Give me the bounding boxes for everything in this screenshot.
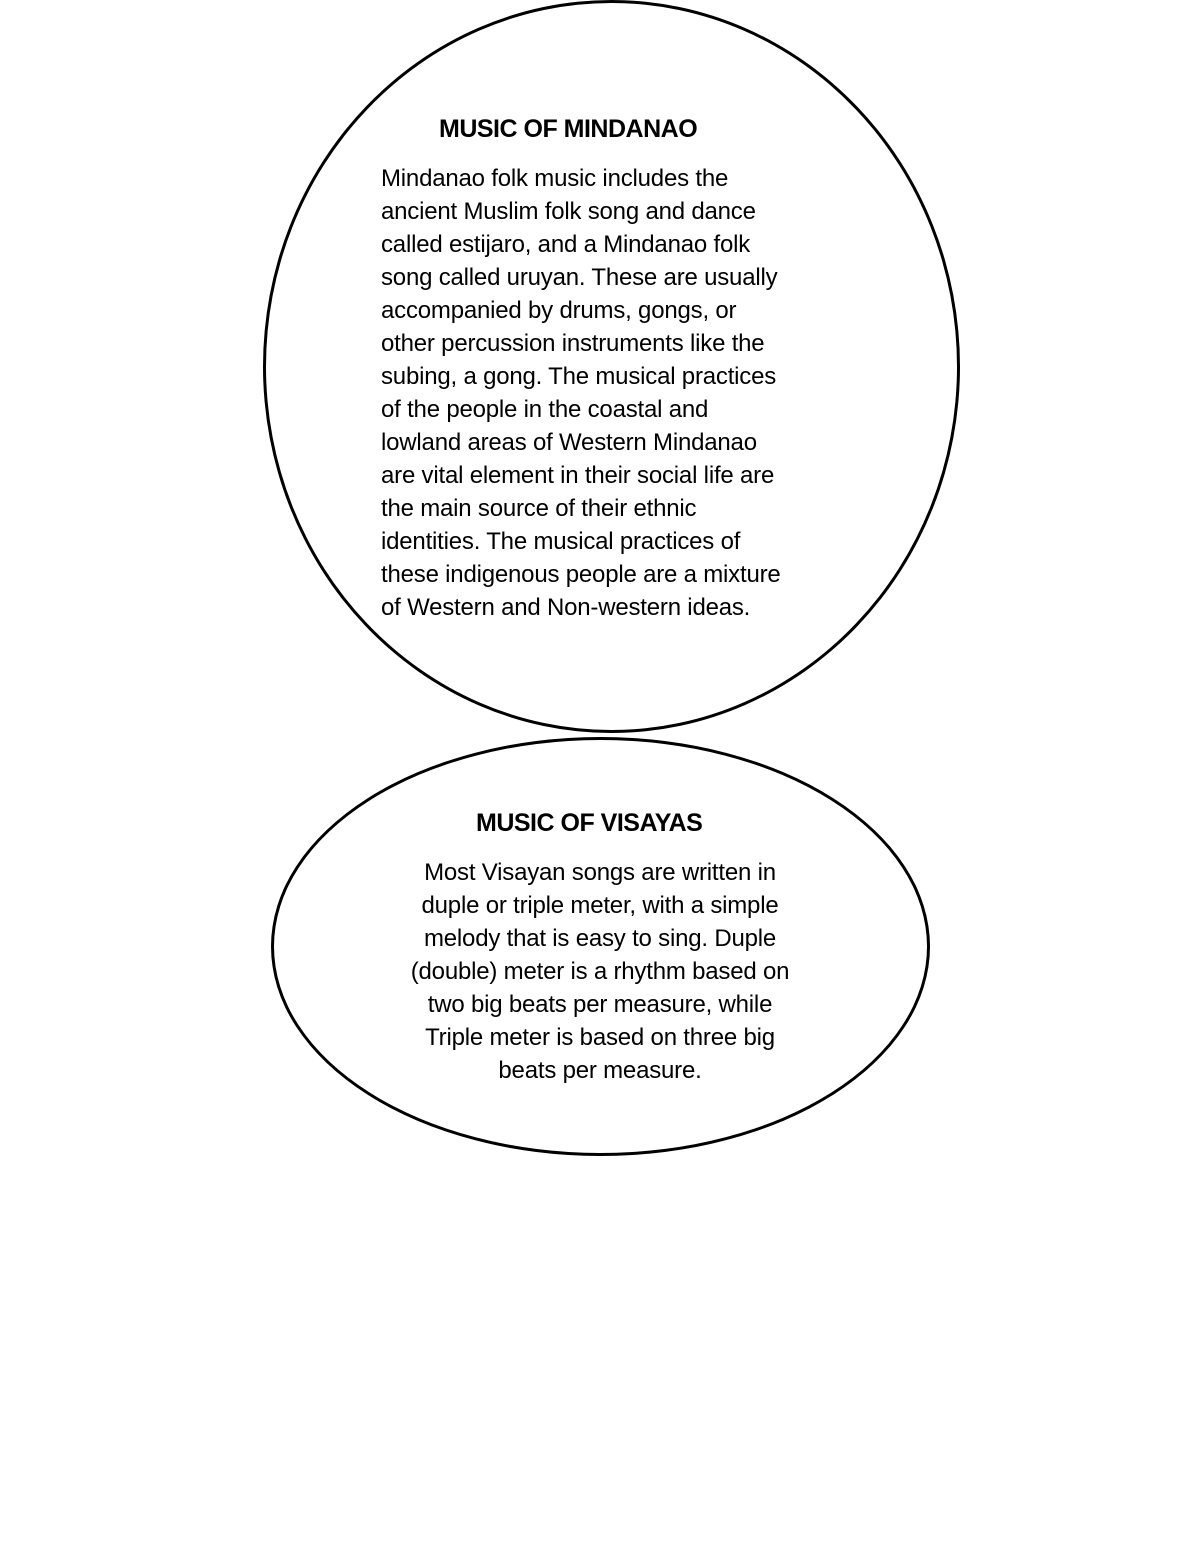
visayas-line: Most Visayan songs are written in	[424, 859, 776, 886]
visayas-line: melody that is easy to sing. Duple	[423, 925, 777, 952]
visayas-line: two big beats per measure, while	[427, 991, 773, 1018]
mindanao-line: song called uruyan. These are usually	[381, 264, 778, 291]
mindanao-paragraph	[381, 162, 851, 624]
mindanao-line: are vital element in their social life are	[381, 462, 775, 489]
mindanao-line: called estijaro, and a Mindanao folk	[381, 231, 751, 258]
mindanao-line: the main source of their ethnic	[381, 495, 697, 522]
mindanao-heading: MUSIC OF MINDANAO	[439, 115, 698, 143]
visayas-paragraph	[380, 856, 820, 1087]
mindanao-line: identities. The musical practices of	[381, 528, 741, 555]
visayas-line: beats per measure.	[498, 1057, 702, 1084]
mindanao-line: of the people in the coastal and	[381, 396, 709, 423]
mindanao-line: Mindanao folk music includes the	[381, 165, 729, 192]
mindanao-line: ancient Muslim folk song and dance	[381, 198, 756, 225]
mindanao-line: other percussion instruments like the	[381, 330, 765, 357]
mindanao-line: lowland areas of Western Mindanao	[381, 429, 757, 456]
visayas-line: (double) meter is a rhythm based on	[410, 958, 790, 985]
visayas-line: Triple meter is based on three big	[425, 1024, 775, 1051]
visayas-heading: MUSIC OF VISAYAS	[476, 809, 703, 837]
mindanao-line: subing, a gong. The musical practices	[381, 363, 777, 390]
visayas-line: duple or triple meter, with a simple	[421, 892, 779, 919]
mindanao-line: of Western and Non-western ideas.	[381, 594, 751, 621]
mindanao-line: these indigenous people are a mixture	[381, 561, 781, 588]
mindanao-line: accompanied by drums, gongs, or	[381, 297, 737, 324]
